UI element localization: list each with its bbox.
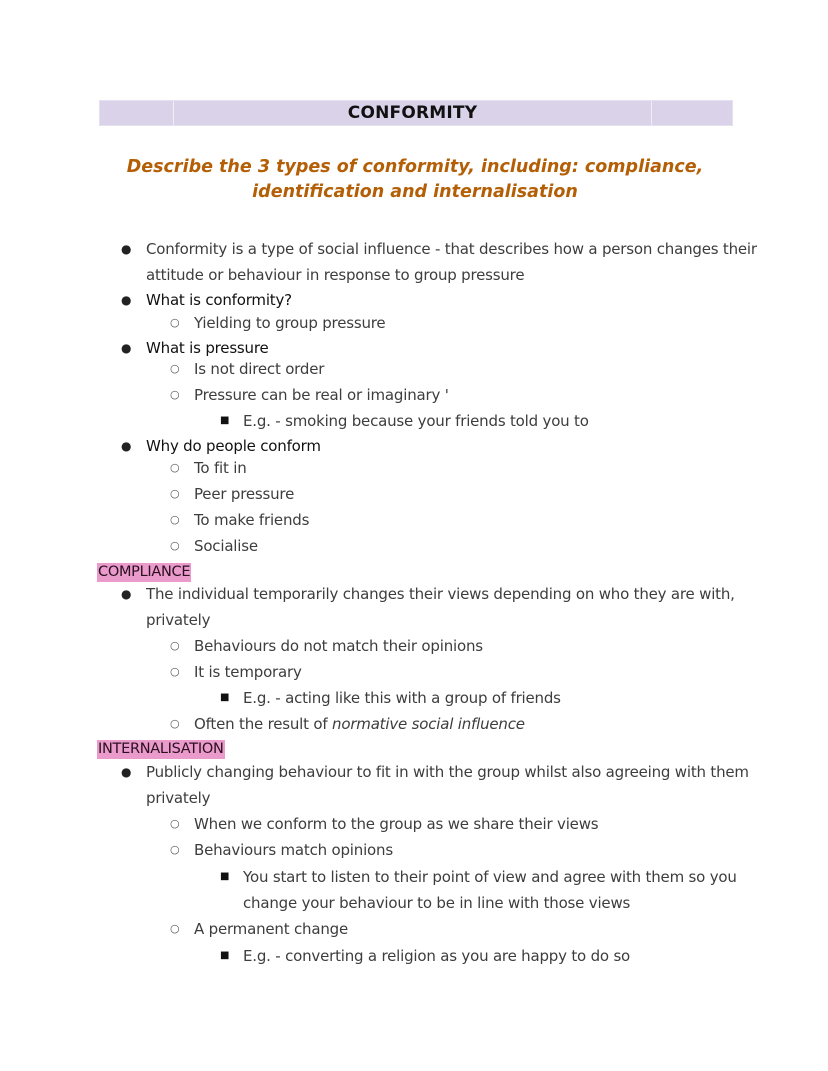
bullet-circle-icon: ○ bbox=[170, 362, 180, 375]
share-views-item: When we conform to the group as we share their views bbox=[194, 815, 599, 833]
bullet-circle-icon: ○ bbox=[170, 388, 180, 401]
reason-item: Peer pressure bbox=[194, 485, 295, 503]
bullet-square-icon: ■ bbox=[220, 950, 230, 961]
bullet-disc-icon: ● bbox=[121, 242, 132, 256]
normative-influence-item bbox=[194, 711, 525, 737]
what-is-pressure: What is pressure bbox=[146, 339, 269, 357]
temporary-item: It is temporary bbox=[194, 663, 302, 681]
bullet-disc-icon: ● bbox=[121, 765, 132, 779]
title-table bbox=[99, 100, 733, 126]
title-cell-left bbox=[100, 101, 174, 125]
bullet-circle-icon: ○ bbox=[170, 316, 180, 329]
match-opinions-item: Behaviours match opinions bbox=[194, 841, 393, 859]
question-heading: Describe the 3 types of conformity, including: compliance, identification and internalisation bbox=[126, 157, 704, 202]
listen-line2: change your behaviour to be in line with those views bbox=[243, 894, 631, 912]
reason-item: Socialise bbox=[194, 537, 258, 555]
internalisation-definition-line2: privately bbox=[146, 789, 211, 807]
internalisation-example-item: E.g. - converting a religion as you are happy to do so bbox=[243, 947, 631, 965]
reason-item: To fit in bbox=[194, 459, 247, 477]
bullet-circle-icon: ○ bbox=[170, 717, 180, 730]
real-or-imaginary-item: Pressure can be real or imaginary ' bbox=[194, 386, 449, 404]
bullet-circle-icon: ○ bbox=[170, 487, 180, 500]
bullet-square-icon: ■ bbox=[220, 871, 230, 882]
not-direct-order-item: Is not direct order bbox=[194, 360, 325, 378]
bullet-disc-icon: ● bbox=[121, 293, 132, 307]
bullet-disc-icon: ● bbox=[121, 341, 132, 355]
yielding-item: Yielding to group pressure bbox=[194, 314, 386, 332]
reason-item: To make friends bbox=[194, 511, 310, 529]
bullet-disc-icon: ● bbox=[121, 439, 132, 453]
bullet-square-icon: ■ bbox=[220, 415, 230, 426]
bullet-square-icon: ■ bbox=[220, 692, 230, 703]
page-title: CONFORMITY bbox=[347, 103, 478, 123]
bullet-circle-icon: ○ bbox=[170, 843, 180, 856]
compliance-definition-line1: The individual temporarily changes their views depending on who they are with, bbox=[146, 585, 735, 603]
bullet-circle-icon: ○ bbox=[170, 922, 180, 935]
bullet-circle-icon: ○ bbox=[170, 513, 180, 526]
title-cell-right bbox=[652, 101, 732, 125]
normative-social-influence-term: normative social influence bbox=[332, 715, 525, 733]
intro-definition-line1: Conformity is a type of social influence - that describes how a person changes their bbox=[146, 240, 757, 258]
bullet-circle-icon: ○ bbox=[170, 639, 180, 652]
listen-line1: You start to listen to their point of view and agree with them so you bbox=[243, 868, 737, 886]
compliance-definition-line2: privately bbox=[146, 611, 211, 629]
internalisation-heading: INTERNALISATION bbox=[98, 741, 224, 757]
compliance-heading: COMPLIANCE bbox=[98, 564, 191, 580]
intro-definition-line2: attitude or behaviour in response to group pressure bbox=[146, 266, 525, 284]
why-conform: Why do people conform bbox=[146, 437, 321, 455]
what-is-conformity: What is conformity? bbox=[146, 291, 292, 309]
not-match-item: Behaviours do not match their opinions bbox=[194, 637, 483, 655]
compliance-example-item: E.g. - acting like this with a group of friends bbox=[243, 689, 561, 707]
smoking-example-item: E.g. - smoking because your friends told you to bbox=[243, 412, 589, 430]
internalisation-definition-line1: Publicly changing behaviour to fit in with the group whilst also agreeing with them bbox=[146, 763, 749, 781]
bullet-circle-icon: ○ bbox=[170, 461, 180, 474]
title-cell-center bbox=[174, 101, 652, 125]
bullet-circle-icon: ○ bbox=[170, 539, 180, 552]
bullet-circle-icon: ○ bbox=[170, 665, 180, 678]
bullet-disc-icon: ● bbox=[121, 587, 132, 601]
permanent-change-item: A permanent change bbox=[194, 920, 348, 938]
bullet-circle-icon: ○ bbox=[170, 817, 180, 830]
result-prefix: Often the result of bbox=[194, 715, 333, 733]
